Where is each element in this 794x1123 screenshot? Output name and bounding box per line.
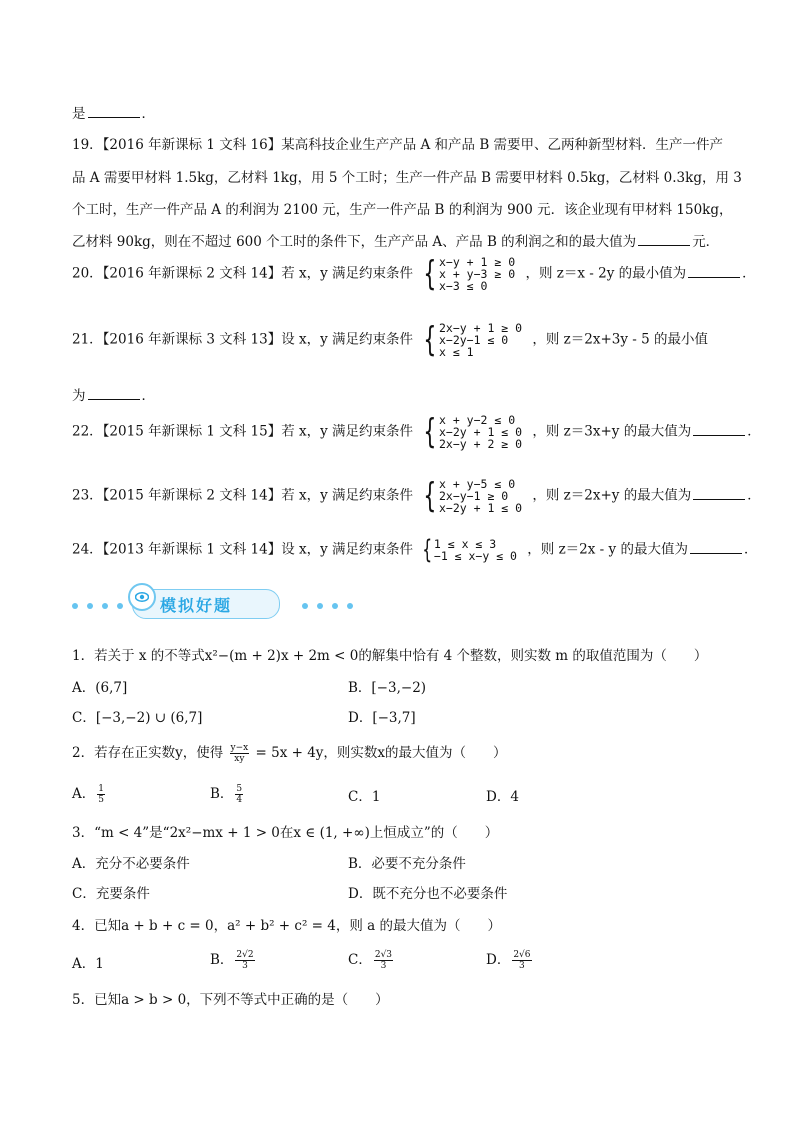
m2-stem <box>72 741 507 764</box>
m2-option-d: D．4 <box>486 789 519 805</box>
fraction <box>230 743 250 764</box>
m1-option-d: D．[−3,7] <box>348 710 416 726</box>
frac-num: 1 <box>98 784 104 794</box>
answer-blank <box>88 387 140 400</box>
m3-option-a: A．充分不必要条件 <box>72 856 190 872</box>
q22-prefix: 22．【2015 年新课标 1 文科 15】若 x，y 满足约束条件 <box>72 423 414 440</box>
brace-icon: { <box>422 535 433 565</box>
constraint-row: x−2y + 1 ≤ 0 <box>438 425 523 439</box>
q19-line-4-end: 元． <box>692 234 720 250</box>
option-label: D． <box>486 952 511 968</box>
q19-line-4 <box>72 230 719 250</box>
q20 <box>72 256 756 292</box>
constraint-row: x−2y−1 ≤ 0 <box>438 333 509 347</box>
m2-stem-a: 2．若存在正实数y，使得 <box>72 745 224 761</box>
constraint-row: x + y−3 ≥ 0 <box>438 267 516 281</box>
frac-num: 5 <box>236 784 243 794</box>
q20-prefix: 20．【2016 年新课标 2 文科 14】若 x，y 满足约束条件 <box>72 265 414 282</box>
constraint-system <box>419 537 517 563</box>
q18-prefix: 是 <box>72 106 86 122</box>
banner-dots-right <box>302 603 353 609</box>
constraint-row: x + y−5 ≤ 0 <box>438 477 516 491</box>
constraint-system <box>419 478 522 514</box>
constraint-row: 2x−y−1 ≥ 0 <box>438 489 509 503</box>
frac-num: 2√2 <box>236 950 254 960</box>
q21-prefix: 21．【2016 年新课标 3 文科 13】设 x，y 满足约束条件 <box>72 331 414 348</box>
m4-option-c <box>348 948 395 971</box>
constraint-row: 2x−y + 1 ≥ 0 <box>438 321 523 335</box>
q19-line-3: 个工时，生产一件产品 A 的利润为 2100 元，生产一件产品 B 的利润为 900 元．该企业现有甲材料 150kg， <box>72 202 733 218</box>
brace-icon: { <box>423 412 437 452</box>
eye-icon <box>128 583 156 611</box>
q20-end: ． <box>742 265 756 282</box>
q19-line-2: 品 A 需要甲材料 1.5kg，乙材料 1kg，用 5 个工时；生产一件产品 B 需要甲材料 0.5kg，乙材料 0.3kg，用 3 <box>72 170 742 186</box>
m3-stem: 3．“m < 4”是“2x²−mx + 1 > 0在x ∈ (1, +∞)上恒成立”的（ ） <box>72 825 499 841</box>
frac-den: 5 <box>98 795 104 805</box>
section-banner <box>72 583 362 623</box>
option-label: C． <box>348 952 372 968</box>
answer-blank <box>688 265 740 278</box>
q21 <box>72 322 708 358</box>
q21-line-2-prefix: 为 <box>72 388 86 404</box>
option-label: B． <box>210 786 234 802</box>
option-label: A． <box>72 786 96 802</box>
banner-dots-left <box>72 603 123 609</box>
option-label: B． <box>210 952 234 968</box>
answer-blank <box>638 233 690 246</box>
constraint-row: x−2y + 1 ≤ 0 <box>438 501 523 515</box>
constraint-row: x−y + 1 ≥ 0 <box>438 255 516 269</box>
q22-end: ． <box>747 423 761 440</box>
m2-option-c: C．1 <box>348 789 381 805</box>
m3-option-c: C．充要条件 <box>72 886 150 902</box>
q23-end: ． <box>747 487 761 504</box>
constraint-row: −1 ≤ x−y ≤ 0 <box>433 549 517 563</box>
m2-option-b <box>210 782 245 805</box>
q18-suffix: ． <box>141 106 155 122</box>
q18-tail <box>72 102 155 122</box>
constraint-system <box>419 256 515 292</box>
q24-end: ． <box>743 541 758 558</box>
constraint-row: x + y−2 ≤ 0 <box>438 413 516 427</box>
m2-stem-b: = 5x + 4y，则实数x的最大值为（ ） <box>255 745 507 761</box>
q22 <box>72 414 761 450</box>
q21-line-2 <box>72 384 155 404</box>
m2-option-a <box>72 782 107 805</box>
answer-blank <box>693 423 745 436</box>
constraint-row: x−3 ≤ 0 <box>438 279 488 293</box>
answer-blank <box>693 487 745 500</box>
section-title: 模拟好题 <box>160 596 233 615</box>
frac-den: 4 <box>236 795 243 805</box>
constraint-row: x ≤ 1 <box>438 345 474 359</box>
frac-den: 3 <box>242 961 248 971</box>
frac-den: 3 <box>519 961 525 971</box>
m4-option-a: A．1 <box>72 956 104 972</box>
q22-suffix: ，则 z＝3x+y 的最大值为 <box>532 423 692 440</box>
m5-stem: 5．已知a > b > 0，下列不等式中正确的是（ ） <box>72 992 389 1008</box>
m4-stem: 4．已知a + b + c = 0，a² + b² + c² = 4，则 a 的最大值为（ ） <box>72 918 502 934</box>
constraint-row: 1 ≤ x ≤ 3 <box>433 537 497 551</box>
m4-option-b <box>210 948 257 971</box>
q20-suffix: ，则 z＝x - 2y 的最小值为 <box>525 265 687 282</box>
constraint-system <box>419 322 522 358</box>
m1-option-b: B．[−3,−2) <box>348 680 427 696</box>
frac-num: y−x <box>230 743 249 753</box>
q23-suffix: ，则 z＝2x+y 的最大值为 <box>532 487 692 504</box>
frac-den: xy <box>234 754 245 764</box>
q23 <box>72 478 761 514</box>
frac-den: 3 <box>380 961 387 971</box>
brace-icon: { <box>423 320 437 360</box>
q21-line-2-end: ． <box>141 388 155 404</box>
brace-icon: { <box>423 476 437 516</box>
frac-num: 2√6 <box>513 950 531 960</box>
q21-suffix: ，则 z＝2x+3y - 5 的最小值 <box>532 331 709 348</box>
q24 <box>72 537 757 563</box>
answer-blank <box>88 105 140 118</box>
constraint-system <box>419 414 522 450</box>
q19-line-1: 19．【2016 年新课标 1 文科 16】某高科技企业生产产品 A 和产品 B 需要甲、乙两种新型材料．生产一件产 <box>72 137 724 153</box>
q23-prefix: 23．【2015 年新课标 2 文科 14】若 x，y 满足约束条件 <box>72 487 414 504</box>
m1-option-c: C．[−3,−2) ∪ (6,7] <box>72 710 203 726</box>
constraint-row: 2x−y + 2 ≥ 0 <box>438 437 523 451</box>
q24-suffix: ，则 z＝2x - y 的最大值为 <box>527 541 688 558</box>
frac-num: 2√3 <box>374 950 393 960</box>
brace-icon: { <box>423 254 437 294</box>
m3-option-b: B．必要不充分条件 <box>348 856 466 872</box>
m1-stem: 1．若关于 x 的不等式x²−(m + 2)x + 2m < 0的解集中恰有 4 个整数，则实数 m 的取值范围为（ ） <box>72 648 708 664</box>
m1-option-a: A．(6,7] <box>72 680 128 696</box>
m3-option-d: D．既不充分也不必要条件 <box>348 886 508 902</box>
answer-blank <box>690 541 742 554</box>
q24-prefix: 24．【2013 年新课标 1 文科 14】设 x，y 满足约束条件 <box>72 541 414 558</box>
m4-option-d <box>486 948 534 971</box>
q19-line-4-text: 乙材料 90kg，则在不超过 600 个工时的条件下，生产产品 A、产品 B 的利润之和的最大值为 <box>72 234 637 250</box>
